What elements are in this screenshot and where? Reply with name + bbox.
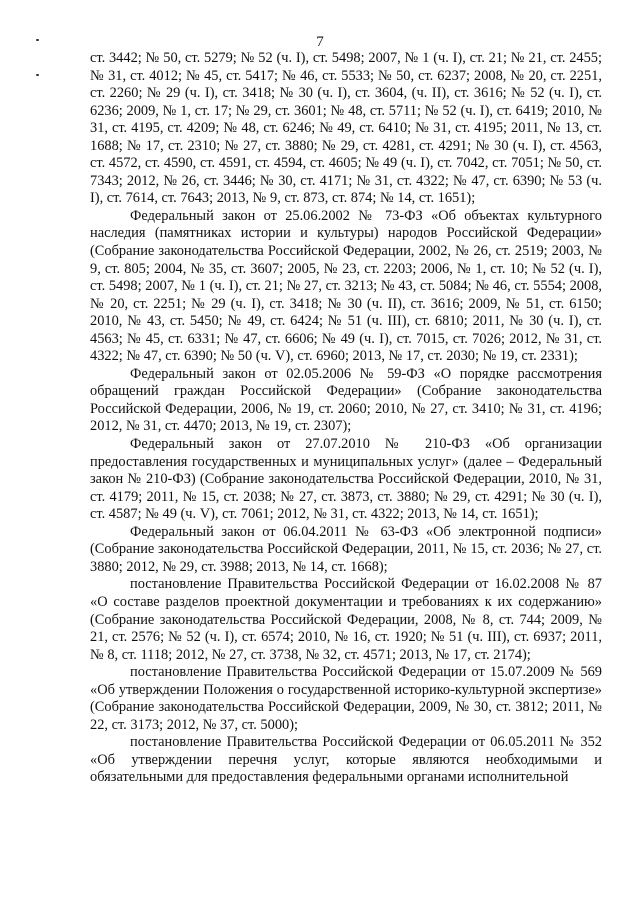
- page-number: 7: [316, 34, 324, 50]
- paragraph-resolution-569: постановление Правительства Российской Федерации от 15.07.2009 № 569 «Об утверждении Положения о государственной историко-культурной экспертизе» (Собрание законодательства Российской Федерации, 2009, № 30, ст. 3812; 2011, № 22, ст. 3173; 2012, № 37, ст. 5000);: [90, 664, 602, 733]
- paragraph-law-59-fz: Федеральный закон от 02.05.2006 № 59-ФЗ «О порядке рассмотрения обращений граждан Российской Федерации» (Собрание законодательства Российской Федерации, 2006, № 19, ст. 2060; 2010, № 27, ст. 3410; № 31, ст. 4196; 2012, № 31, ст. 4470; 2013, № 19, ст. 2307);: [90, 365, 602, 435]
- paragraph-resolution-87: постановление Правительства Российской Федерации от 16.02.2008 № 87 «О составе разделов проектной документации и требованиях к их содержанию» (Собрание законодательства Российской Федерации, 2008, № 8, ст. 744; 2009, № 21, ст. 2576; № 52 (ч. I), ст. 6574; 2010, № 16, ст. 1920; № 51 (ч. III), ст. 6937; 2011, № 8, ст. 1118; 2012, № 27, ст. 3738, № 32, ст. 4571; 2013, № 17, ст. 2174);: [90, 576, 602, 663]
- paragraph-continuation: ст. 3442; № 50, ст. 5279; № 52 (ч. I), ст. 5498; 2007, № 1 (ч. I), ст. 21; № 21, ст. 2455; № 31, ст. 4012; № 45, ст. 5417; № 46, ст. 5533; № 50, ст. 6237; 2008, № 20, ст. 2251, ст. 2260; № 29 (ч. I), ст. 3418; № 30 (ч. I), ст. 3604, (ч. II), ст. 3616; № 52 (ч. I), ст. 6236; 2009, № 1, ст. 17; № 29, ст. 3601; № 48, ст. 5711; № 52 (ч. I), ст. 6419; 2010, № 31, ст. 4195, ст. 4209; № 48, ст. 6246; № 49, ст. 6410; № 31, ст. 4195; 2011, № 13, ст. 1688; № 17, ст. 2310; № 27, ст. 3880; № 29, ст. 4281, ст. 4291; № 30 (ч. I), ст. 4563, ст. 4572, ст. 4590, ст. 4591, ст. 4594, ст. 4605; № 49 (ч. I), ст. 7042, ст. 7051; № 50, ст. 7343; 2012, № 26, ст. 3446; № 30, ст. 4171; № 31, ст. 4322; № 47, ст. 6390; № 53 (ч. I), ст. 7614, ст. 7643; 2013, № 9, ст. 873, ст. 874; № 14, ст. 1651);: [90, 50, 602, 207]
- document-body: [90, 50, 602, 787]
- paragraph-law-73-fz: Федеральный закон от 25.06.2002 № 73-ФЗ «Об объектах культурного наследия (памятниках истории и культуры) народов Российской Федерации» (Собрание законодательства Российской Федерации, 2002, № 26, ст. 2519; 2003, № 9, ст. 805; 2004, № 35, ст. 3607; 2005, № 23, ст. 2203; 2006, № 1, ст. 10; № 52 (ч. I), ст. 5498; 2007, № 1 (ч. I), ст. 21; № 27, ст. 3213; № 43, ст. 5084; № 46, ст. 5554; 2008, № 20, ст. 2251; № 29 (ч. I), ст. 3418; № 30 (ч. II), ст. 3616; 2009, № 51, ст. 6150; 2010, № 43, ст. 5450; № 49, ст. 6424; № 51 (ч. III), ст. 6810; 2011, № 30 (ч. I), ст. 4563; № 45, ст. 6331; № 47, ст. 6606; № 49 (ч. I), ст. 7015, ст. 7026; 2012, № 31, ст. 4322; № 47, ст. 6390; № 50 (ч. V), ст. 6960; 2013, № 17, ст. 2030; № 19, ст. 2331);: [90, 207, 602, 365]
- scan-speck: [36, 74, 39, 76]
- paragraph-law-63-fz: Федеральный закон от 06.04.2011 № 63-ФЗ «Об электронной подписи» (Собрание законодательства Российской Федерации, 2011, № 15, ст. 2036; № 27, ст. 3880; 2012, № 29, ст. 3988; 2013, № 14, ст. 1668);: [90, 523, 602, 575]
- paragraph-resolution-352: постановление Правительства Российской Федерации от 06.05.2011 № 352 «Об утверждении перечня услуг, которые являются необходимыми и обязательными для предоставления федеральными органами исполнительной: [90, 734, 602, 786]
- paragraph-law-210-fz: Федеральный закон от 27.07.2010 № 210-ФЗ «Об организации предоставления государственных и муниципальных услуг» (далее – Федеральный закон № 210-ФЗ) (Собрание законодательства Российской Федерации, 2010, № 31, ст. 4179; 2011, № 15, ст. 2038; № 27, ст. 3873, ст. 3880; № 29, ст. 4291; № 30 (ч. I), ст. 4587; № 49 (ч. V), ст. 7061; 2012, № 31, ст. 4322; 2013, № 14, ст. 1651);: [90, 436, 602, 523]
